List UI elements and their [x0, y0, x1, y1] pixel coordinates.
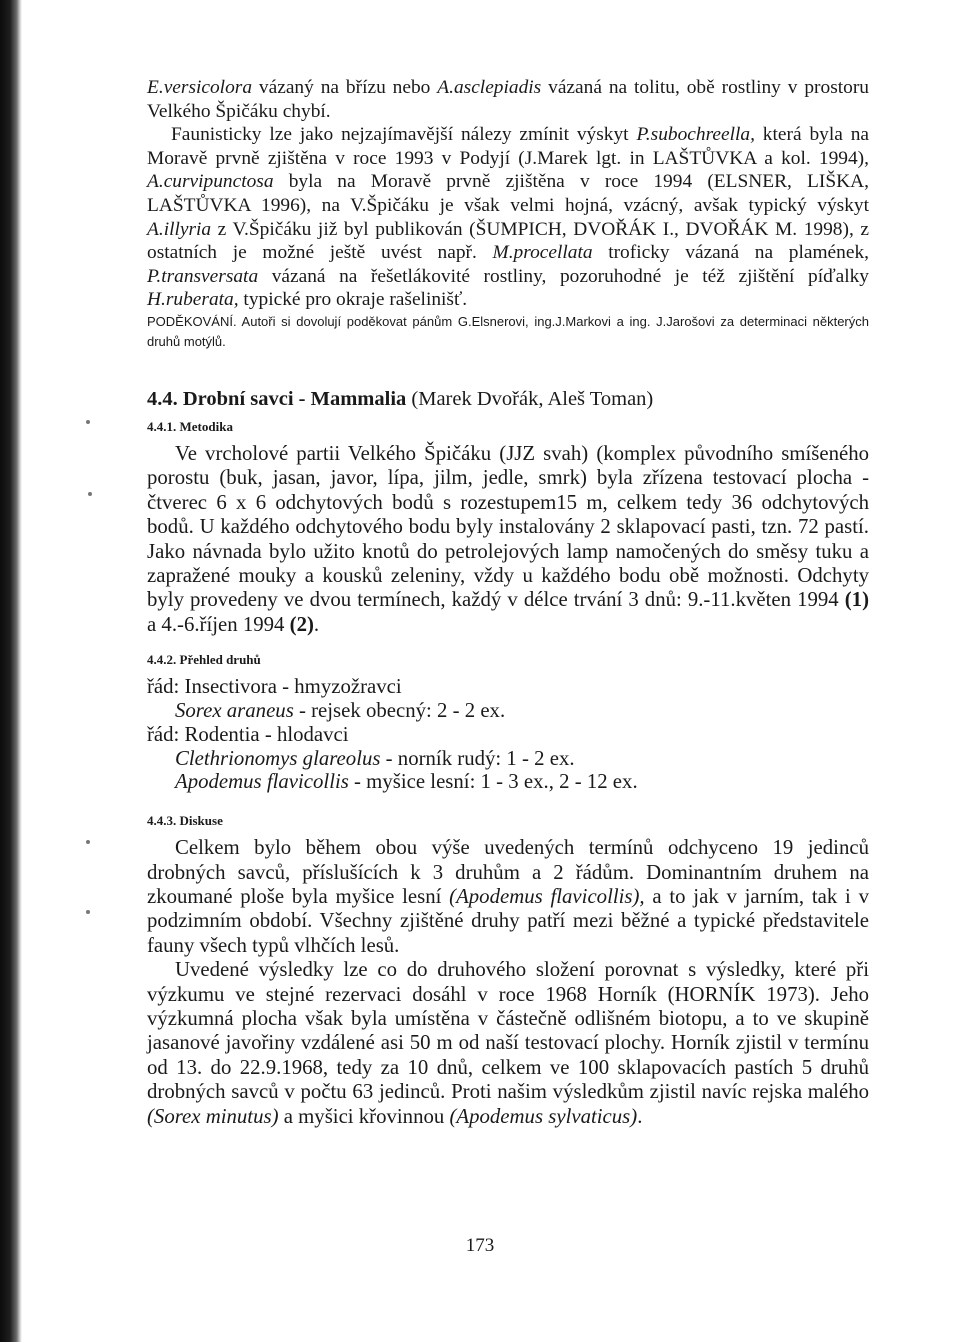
species-line: Apodemus flavicollis - myšice lesní: 1 - 3 ex., 2 - 12 ex. — [175, 770, 638, 794]
scan-dark-edge — [0, 0, 22, 1342]
taxon-name: A.asclepiadis — [437, 77, 542, 98]
paragraph-faunistic-findings: Faunisticky lze jako nejzajímavější nálezy zmínit výskyt P.subochreella, která byla na Moravě prvně zjištěna v roce 1993 v Podyjí (J.Marek lgt. in LAŠTŮVKA a kol. 1994), A.curvipunctosa byla na Moravě prvně zjištěna v roce 1994 (ELSNER, LIŠKA, LAŠTŮVKA 1996), na V.Špičáku je však velmi hojná, vzácný, avšak typický výskyt A.illyria z V.Špičáku již byl publikován (ŠUMPICH, DVOŘÁK I., DVOŘÁK M. 1998), z ostatních je možné ještě uvést např. M.procellata troficky vázaná na plamének, P.transversata vázaná na řešetlákovité rostliny, pozoruhodné je též zjištění píďalky H.ruberata, typické pro okraje rašelinišť. — [147, 124, 869, 311]
scan-speck — [86, 840, 90, 844]
scan-speck — [86, 420, 90, 424]
scan-speck — [88, 492, 92, 496]
taxon-name: A.illyria — [147, 218, 212, 240]
taxon-name: Clethrionomys glareolus — [175, 746, 381, 770]
subsection-heading-methods: 4.4.1. Metodika — [147, 418, 233, 434]
paragraph-discussion-2: Uvedené výsledky lze co do druhového složení porovnat s výsledky, které při výzkumu ve stejné rezervaci dosáhl v roce 1968 Horník (HORNÍK 1973). Jeho výzkumná plocha však byla umístěna v částečně odlišném biotopu, a to ve skupině jasanové javořiny vzdálené asi 50 m od naší testovací plochy. Horník zjistil v termínu od 13. do 22.9.1968, tedy za 10 dnů, celkem ve 100 sklapovacích pastích 5 druhů drobných savců v počtu 63 jedinců. Proti našim výsledkům zjistil navíc rejska malého (Sorex minutus) a myšici křovinnou (Apodemus sylvaticus). — [147, 958, 869, 1128]
acknowledgement: PODĚKOVÁNÍ. Autoři si dovolují poděkovat pánům G.Elsnerovi, ing.J.Markovi a ing. J.Jarošovi za determinaci některých druhů motýlů. — [147, 313, 869, 349]
document-page — [147, 76, 869, 1129]
section-authors: (Marek Dvořák, Aleš Toman) — [406, 387, 654, 410]
paragraph-lepidoptera-hosts: E.versicolora vázaný na břízu nebo A.asclepiadis vázaná na tolitu, obě rostliny v prostoru Velkého Špičáku chybí. — [147, 77, 869, 122]
paragraph-discussion-1: Celkem bylo během obou výše uvedených termínů odchyceno 19 jedinců drobných savců, příslušících k 3 druhům a 2 řádům. Dominantním druhem na zkoumané ploše byla myšice lesní (Apodemus flavicollis), a to jak v jarním, tak i v podzimním období. Všechny zjištěné druhy patří mezi běžné a typické představitele fauny všech typů vlhčích lesů. — [147, 836, 869, 957]
term-marker: (1) — [844, 588, 869, 612]
scan-speck — [86, 910, 90, 914]
taxon-name: P.transversata — [147, 265, 259, 287]
species-line: Clethrionomys glareolus - norník rudý: 1 - 2 ex. — [175, 746, 575, 770]
section-title: 4.4. Drobní savci - Mammalia — [147, 387, 407, 410]
taxon-name: A.curvipunctosa — [147, 171, 274, 193]
taxon-name: M.procellata — [492, 242, 593, 264]
species-list — [147, 675, 869, 794]
order-line: řád: Rodentia - hlodavci — [147, 722, 349, 746]
subsection-heading-discussion: 4.4.3. Diskuse — [147, 813, 223, 829]
taxon-name: Apodemus flavicollis — [175, 770, 349, 794]
page-number: 173 — [465, 1235, 495, 1256]
paragraph-methods: Ve vrcholové partii Velkého Špičáku (JJZ svah) (komplex původního smíšeného porostu (buk, jasan, javor, lípa, jilm, jedle, smrk) byla zřízena testovací plocha - čtverec 6 x 6 odchytových bodů s rozestupem15 m, celkem tedy 36 odchytových bodů. U každého odchytového bodu byly instalovány 2 sklapovací pasti, tzn. 72 pastí. Jako návnada bylo užito knotů do petrolejových lamp namočených do směsy tuku a zapražené mouky a kousků zeleniny, vždy u každého bodu obě možnosti. Odchyty byly provedeny ve dvou termínech, každý v délce trvání 3 dnů: 9.-11.květen 1994 (1) a 4.-6.říjen 1994 (2). — [147, 441, 869, 636]
species-line: Sorex araneus - rejsek obecný: 2 - 2 ex. — [175, 698, 506, 722]
taxon-name: P.subochreella, — [636, 124, 755, 146]
taxon-name: (Apodemus sylvaticus) — [449, 1104, 638, 1128]
taxon-name: (Sorex minutus) — [147, 1104, 279, 1128]
taxon-name: Sorex araneus — [175, 698, 294, 722]
subsection-heading-species: 4.4.2. Přehled druhů — [147, 652, 261, 668]
section-heading — [147, 386, 869, 412]
taxon-name: E.versicolora — [147, 77, 253, 98]
taxon-name: H.ruberata, — [147, 289, 239, 311]
taxon-name: (Apodemus flavicollis), — [449, 884, 645, 908]
order-line: řád: Insectivora - hmyzožravci — [147, 675, 402, 699]
term-marker: (2) — [289, 612, 314, 636]
